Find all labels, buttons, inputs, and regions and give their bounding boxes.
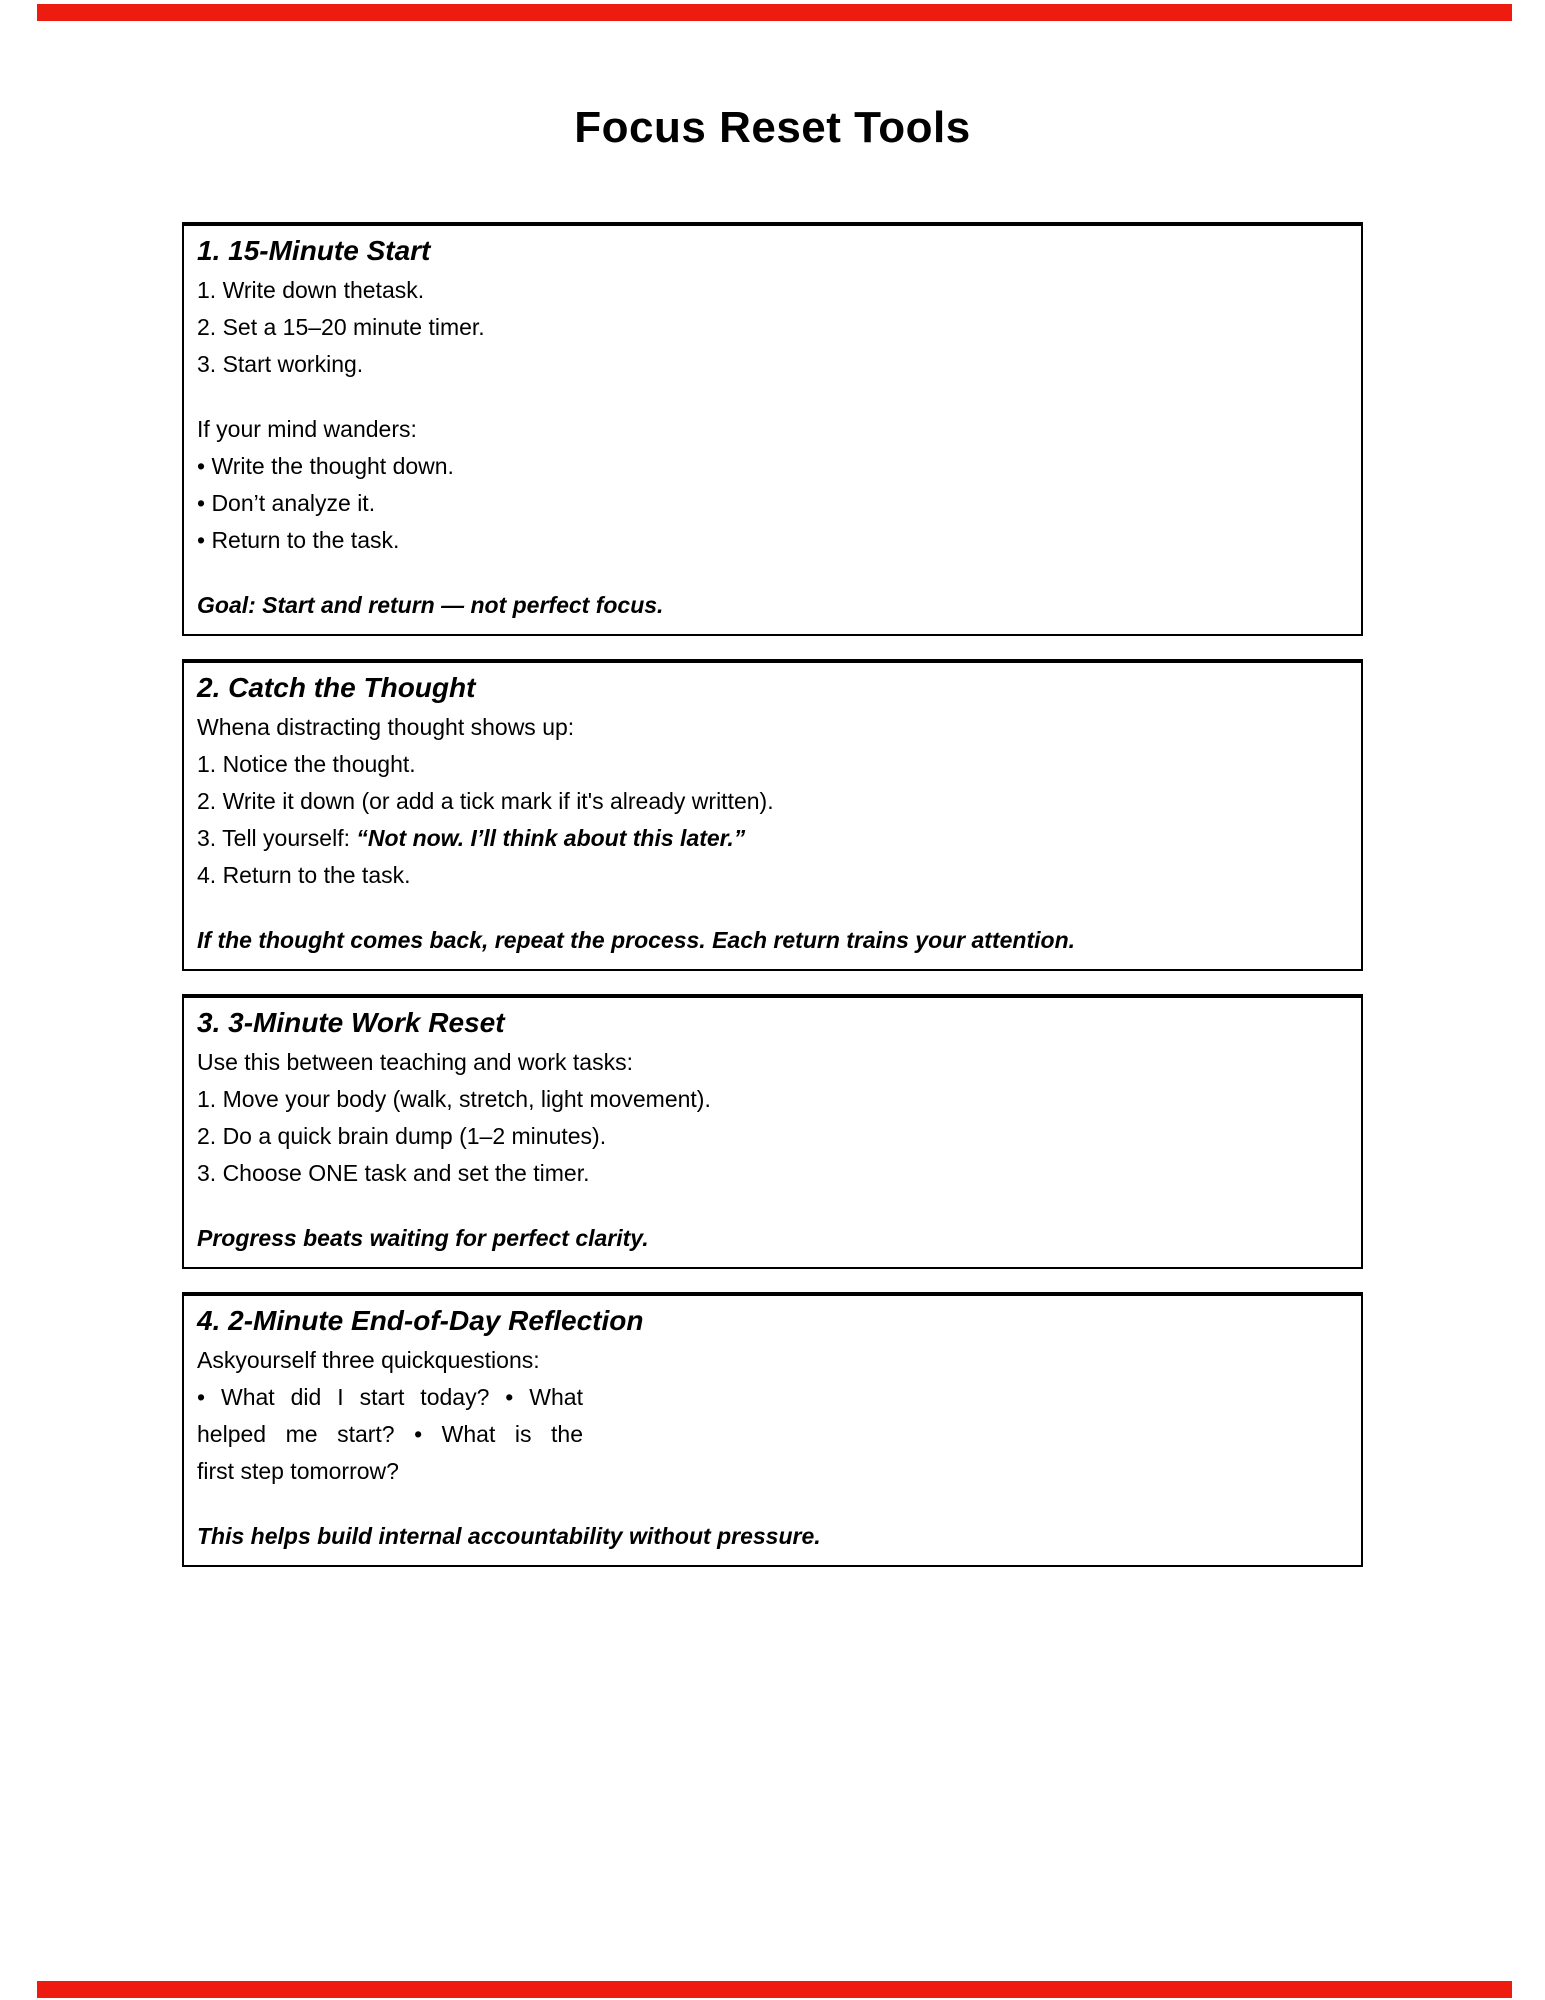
body-line: Whena distracting thought shows up:	[197, 714, 575, 740]
bullet-line: • Write the thought down.	[197, 453, 454, 479]
justified-line: • What did I start today? • What	[197, 1384, 583, 1410]
section-heading: 4. 2-Minute End-of-Day Reflection	[197, 1305, 644, 1336]
bullet-line: • Return to the task.	[197, 527, 400, 553]
section-closing-line: This helps build internal accountability without pressure.	[197, 1523, 821, 1549]
section-box-catch-the-thought	[182, 659, 1363, 971]
section-box-15-minute-start	[182, 222, 1363, 636]
section-heading: 1. 15-Minute Start	[197, 235, 431, 266]
body-line: 2. Do a quick brain dump (1–2 minutes).	[197, 1123, 607, 1149]
bullet-line: • Don’t analyze it.	[197, 490, 376, 516]
body-line: 4. Return to the task.	[197, 862, 411, 888]
body-line: 1. Notice the thought.	[197, 751, 416, 777]
section-closing-line: If the thought comes back, repeat the process. Each return trains your attention.	[197, 927, 1076, 953]
page-title: Focus Reset Tools	[574, 103, 971, 152]
body-line: 3. Start working.	[197, 351, 364, 377]
paragraph-spacer	[197, 894, 1345, 922]
body-line: 3. Choose ONE task and set the timer.	[197, 1160, 590, 1186]
paragraph-spacer	[197, 1192, 1345, 1220]
document-body	[182, 222, 1363, 1590]
paragraph-spacer	[197, 1490, 1345, 1518]
section-box-end-of-day-reflection	[182, 1292, 1363, 1567]
bottom-red-bar	[37, 1981, 1512, 1998]
section-heading: 3. 3-Minute Work Reset	[197, 1007, 505, 1038]
body-line: Use this between teaching and work tasks:	[197, 1049, 633, 1075]
body-line: 1. Move your body (walk, stretch, light movement).	[197, 1086, 711, 1112]
paragraph-spacer	[197, 383, 1345, 411]
section-box-3-minute-work-reset	[182, 994, 1363, 1269]
justified-line: helped me start? • What is the	[197, 1421, 583, 1447]
section-closing-line: Progress beats waiting for perfect clarity.	[197, 1225, 649, 1251]
body-line: 1. Write down thetask.	[197, 277, 425, 303]
body-line: 2. Write it down (or add a tick mark if it's already written).	[197, 788, 774, 814]
body-line: If your mind wanders:	[197, 416, 417, 442]
quoted-phrase: “Not now. I’ll think about this later.”	[356, 825, 746, 851]
body-line: 2. Set a 15–20 minute timer.	[197, 314, 485, 340]
justified-line: first step tomorrow?	[197, 1458, 399, 1484]
section-heading: 2. Catch the Thought	[197, 672, 476, 703]
paragraph-spacer	[197, 559, 1345, 587]
body-line-with-quote	[197, 820, 1345, 857]
top-red-bar	[37, 4, 1512, 21]
line-prefix: 3. Tell yourself:	[197, 825, 357, 851]
body-line: Askyourself three quickquestions:	[197, 1347, 540, 1373]
section-closing-line: Goal: Start and return — not perfect focus.	[197, 592, 664, 618]
justified-question-paragraph	[197, 1379, 583, 1490]
